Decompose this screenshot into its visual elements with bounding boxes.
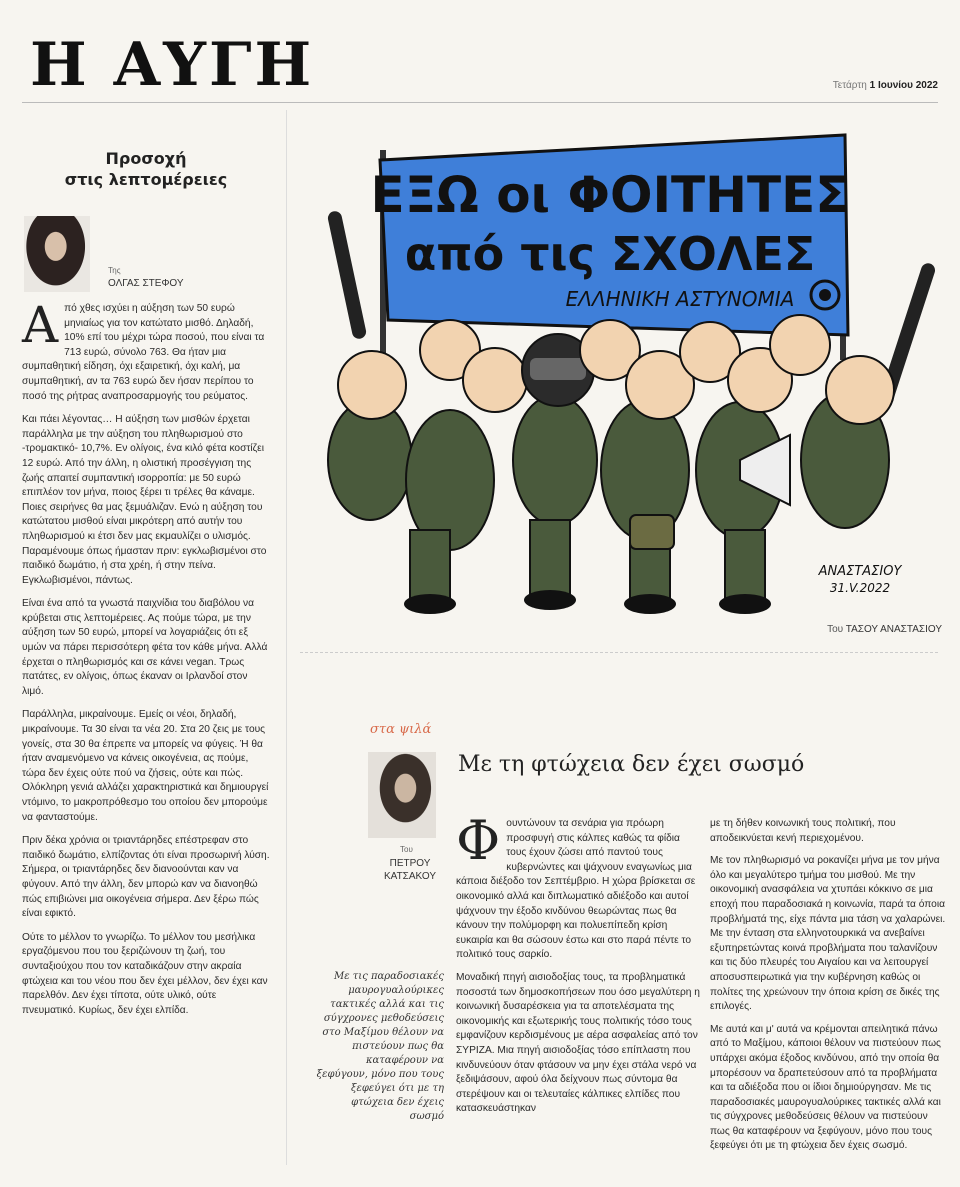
left-paragraph: Παράλληλα, μικραίνουμε. Εμείς οι νέοι, δηλαδή, μικραίνουμε. Τα 30 είναι τα νέα 20. Στα 20 ζεις με τους γονείς, στα 30 θα έπρεπε να μπορείς να φύγεις. Ή θα ήταν αναμενόμενο να κάνεις οικογένεια, ας πούμε, τώρα δεν έχεις ούτε πού να ζήσεις, ούτε και πώς. Ολόκληρη γενιά αλλάζει χαρακτηριστικά και δημιουργεί ντόμινο, το μακροπρόθεσμο του οποίου δεν μπορούμε να φανταστούμε. <box>22 709 269 823</box>
bottom-paragraph: Με αυτά και μ' αυτά να κρέμονται απειλητικά πάνω από το Μαξίμου, κάποιοι θέλουν να πιστεύουν πως υπάρχει ακόμα έξοδος κινδύνου, από την οποία θα μπορέσουν να δραπετεύσουν από τα προβλήματα και τα αδιέξοδα που οι ίδιοι δημιούργησαν. Με τις παραδοσιακές μαυρογυαλούρικες τακτικές αλλά και τις σύγχρονες μεθοδεύσεις θέλουν να πιστεύουν πως θα καταφέρουν να ξεφύγουν, μόνο που τους ξεφεύγει ότι με τη φτώχεια δεν έχεις σωσμό. <box>710 1023 941 1152</box>
issue-date <box>833 80 938 91</box>
satchel <box>630 515 674 549</box>
bottom-paragraph: Φουντώνουν τα σενάρια για πρόωρη προσφυγή στις κάλπες καθώς τα φίδια τους έχουν ζώσει από παντού τους κυβερνώντες και ψάχνουν εναγωνίως μια κάποια διέξοδο τον Σεπτέμβριο. Η χώρα βρίσκεται σε οικονομικό αλλά και διπλωματικό αδιέξοδο και αυτοί ψάχνουν την έξοδο κινδύνου θεωρώντας πως θα κάνουν την πολύμορφη και πολυεπίπεδη κρίση ευκαιρία και θα σώσουν έστω και στο παρά πέντε το πολιτικό τους σαρκίο. <box>456 809 696 961</box>
bottom-paragraph: Με τον πληθωρισμό να ροκανίζει μήνα με τον μήνα όλο και μεγαλύτερο τμήμα του μισθού. Με την οικονομική ανασφάλεια να χτυπάει κόκκινο σε μια εποχή που παραδοσιακά η κοινωνία, παρά τα όποια προβλήματά της, είχε πάντα μια τάση να χαλαρώνει. Με την ένταση στα ελληνοτουρκικά να ανεβαίνει εξυπηρετώντας κοινά προβλήματα που ταλανίζουν και τις δύο πλευρές του Αιγαίου και να λειτουργεί αποσυσπειρωτικά για την κυβέρνηση καθώς οι πολίτες της χρεώνουν την όποια κρίση σε δικές της επιλογές. <box>710 855 946 1013</box>
bottom-author-name <box>370 857 450 883</box>
bottom-article-column-1 <box>456 809 702 1125</box>
bottom-paragraph: με τη δήθεν κοινωνική τους πολιτική, που αποδεικνύεται κενή περιεχομένου. <box>710 818 896 844</box>
left-author-name: ΟΛΓΑΣ ΣΤΕΦΟΥ <box>108 278 184 289</box>
officer-boot <box>719 594 771 614</box>
credit-name: ΤΑΣΟΥ ΑΝΑΣΤΑΣΙΟΥ <box>845 624 942 635</box>
officer-head <box>770 315 830 375</box>
officer-boot <box>524 590 576 610</box>
officer-legs <box>410 530 450 600</box>
cartoonist-signature: ΑΝΑΣΤΑΣΙΟΥ <box>818 564 902 579</box>
author-portrait <box>368 752 436 838</box>
officer-head <box>338 351 406 419</box>
left-title-line1: Προσοχή <box>105 149 187 168</box>
header-rule <box>22 102 938 103</box>
cartoon-credit <box>827 624 942 635</box>
officer-legs <box>725 530 765 600</box>
police-emblem-inner-icon <box>819 289 831 301</box>
cartoon-date: 31.V.2022 <box>829 581 891 595</box>
banner-line3: ΕΛΛΗΝΙΚΗ ΑΣΤΥΝΟΜΙΑ <box>565 287 795 311</box>
section-divider <box>300 652 938 653</box>
bottom-byline-prefix: Του <box>400 845 413 854</box>
author-portrait <box>24 216 90 292</box>
issue-day: 1 Ιουνίου 2022 <box>869 80 938 91</box>
left-article-body <box>22 296 270 1018</box>
credit-prefix: Του <box>827 624 844 635</box>
newspaper-masthead: Η ΑΥΓΗ <box>30 30 315 100</box>
banner-line1: ΕΞΩ οι ΦΟΙΤΗΤΕΣ <box>370 166 850 224</box>
left-byline-prefix: Της <box>108 266 121 275</box>
column-kicker: στα ψιλά <box>370 722 432 737</box>
officer-head <box>826 356 894 424</box>
left-paragraph: Από χθες ισχύει η αύξηση των 50 ευρώ μηνιαίως για τον κατώτατο μισθό. Δηλαδή, 10% επί του μέχρι τώρα ποσού, που είναι τα 713 ευρώ, σύνολο 763. Θα ήταν μια συμπαθητική είδηση, όχι εξαιρετική, όχι καλή, μα συμπαθητική, αν τα 763 ευρώ δεν ήσαν περίπου το ποσό της ρήτρας αναπροσαρμογής του ρεύματος. <box>22 296 265 402</box>
column-separator <box>286 110 287 1165</box>
police-crowd <box>328 315 894 614</box>
political-cartoon <box>300 130 940 630</box>
banner-line2: από τις ΣΧΟΛΕΣ <box>404 227 816 281</box>
left-author-block <box>22 216 270 302</box>
left-article <box>22 110 270 1027</box>
left-paragraph: Ούτε το μέλλον το γνωρίζω. Το μέλλον του μεσήλικα εργαζόμενου που του ξεριζώνουν τη ζωή, του συνταξιούχου που τον καταδικάζουν στην ακραία φτώχεια και του νέου που δεν έχει μέλλον, δεν έχει καν παρελθόν. Δεν έχει τίποτα, ούτε υλικό, ούτε πνευματικό. Κυρίως, δεν έχει ελπίδα. <box>22 931 268 1016</box>
issue-weekday: Τετάρτη <box>832 80 867 91</box>
officer-legs <box>530 520 570 595</box>
officer-head <box>463 348 527 412</box>
officer-body <box>513 395 597 525</box>
left-paragraph: Είναι ένα από τα γνωστά παιχνίδια του διαβόλου να κρύβεται στις λεπτομέρειες. Ας πούμε τώρα, με την αύξηση των 50 ευρώ, μπορεί να λογαριάζεις ότι εξ υμών να πάρει περισσότερη φέτα τον κάθε μήνα. Αλλά έρχεται ο πληθωρισμός και σε κάνει vegan. Τρως πατάτες, εν ολίγοις, όπως έκαναν οι Ιρλανδοί στον λιμό. <box>22 598 268 697</box>
left-article-title <box>22 148 270 190</box>
left-paragraph: Και πάει λέγοντας… Η αύξηση των μισθών έρχεται παράλληλα με την αύξηση του πληθωρισμού στο -τρομακτικό- 10,7%. Εν ολίγοις, ένα κιλό φέτα κοστίζει 12 ευρώ. Από την άλλη, η ολιστική προσέγγιση της ζωής απαιτεί συμπαντική ισορροπία: με 50 ευρώ επιπλέον τον μήνα, ποιος ξέρει τι τρέλες θα κάναμε. Ποιες σειρήνες θα μας ξεμυάλιζαν. Ενώ η αύξηση του κατώτατου μισθού είναι μικρότερη από αυτήν του πληθωρισμού κι έτσι δεν μας εκμαυλίζει ο υλισμός. Παραμένουμε όπως ήμασταν πριν: εγκλωβισμένοι στο παιδικό δωμάτιο, ή στα χρέη, ή στην πείνα. Εγκλωβισμένοι, πάντως. <box>22 414 267 586</box>
helmet-visor <box>530 358 586 380</box>
officer-boot <box>404 594 456 614</box>
bottom-article-title: Με τη φτώχεια δεν έχει σωσμό <box>458 752 805 777</box>
bottom-article-column-2 <box>710 817 946 1162</box>
bottom-author-line2: ΚΑΤΣΑΚΟΥ <box>383 871 437 882</box>
bottom-paragraph: Μοναδική πηγή αισιοδοξίας τους, τα προβληματικά ποσοστά των δημοσκοπήσεων που όσο μεγαλύτερη η κοινωνική δυσαρέσκεια για τα αποτελέσματα της οικονομικής και εξωτερικής τους πολιτικής τόσο τους εμφανίζουν κερδισμένους με αέρα ασφαλείας από τον ΣΥΡΙΖΑ. Μια πηγή αισιοδοξίας τόσο επίπλαστη που κινδυνεύουν όταν φτάσουν να μην έχει στάλα νερό να ξεδιψάσουν, αφού όλα δείχνουν πως σύντομα θα στερέψουν και οι τελευταίες κάλπικες ελπίδες που κατασκευάστηκαν <box>456 971 700 1115</box>
left-title-line2: στις λεπτομέρειες <box>64 170 228 189</box>
pull-quote: Με τις παραδοσιακές μαυρογυαλούρικες τακτικές αλλά και τις σύγχρονες μεθοδεύσεις στο Μαξίμου θέλουν να πιστεύουν πως θα καταφέρουν να ξεφύγουν, μόνο που τους ξεφεύγει ότι με τη φτώχεια δεν έχεις σωσμό <box>316 971 444 1122</box>
left-paragraph: Πριν δέκα χρόνια οι τριαντάρηδες επέστρεφαν στο παιδικό δωμάτιο, ελπίζοντας ότι είναι προσωρινή λύση. Σήμερα, οι τριαντάρηδες δεν διανοούνται καν να φύγουν. Από την άλλη, δεν μπορώ καν να διανοηθώ πώς επιβιώνει μια οικογένεια σήμερα. Δεν ξέρω πώς είναι εφικτό. <box>22 835 270 920</box>
officer-boot <box>624 594 676 614</box>
baton-left <box>327 210 368 340</box>
bottom-author-line1: ΠΕΤΡΟΥ <box>389 858 431 869</box>
